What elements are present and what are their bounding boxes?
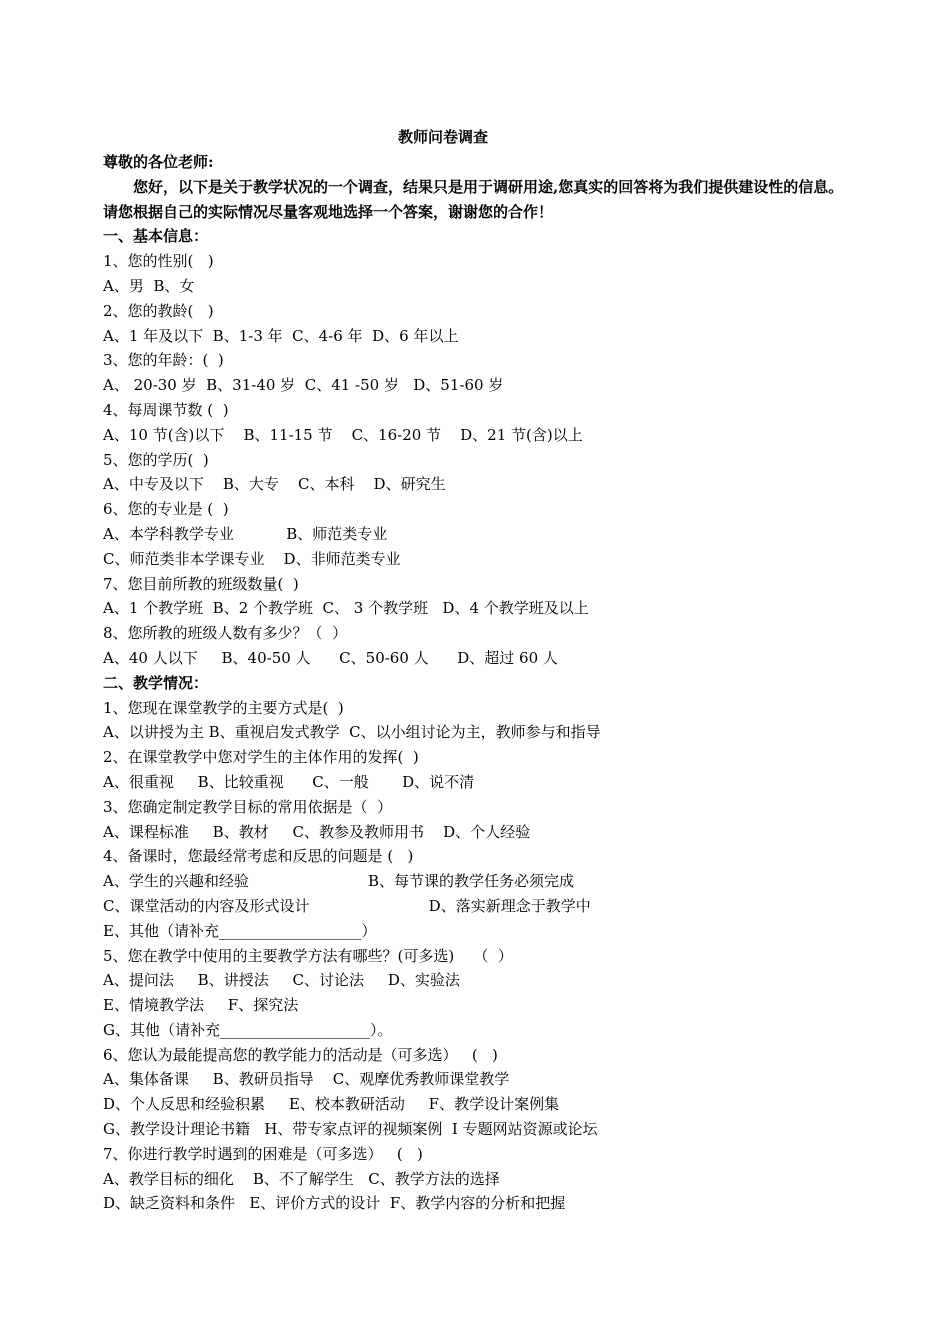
teaching-questions [103, 696, 863, 1217]
option-line: A、本学科教学专业 B、师范类专业 [103, 524, 388, 543]
question-line: 6、您认为最能提高您的教学能力的活动是（可多选） ( ) [103, 1045, 498, 1064]
option-line: A、学生的兴趣和经验 B、每节课的教学任务必须完成 [103, 872, 575, 891]
option-line: C、师范类非本学课专业 D、非师范类专业 [103, 549, 401, 568]
option-line: A、以讲授为主 B、重视启发式教学 C、以小组讨论为主，教师参与和指导 [103, 723, 601, 742]
question-line: 4、每周课节数 ( ) [103, 400, 229, 419]
question-line: 5、您的学历( ) [103, 450, 209, 469]
basic-info-questions [103, 249, 863, 671]
question-line: 8、您所教的班级人数有多少？（ ） [103, 624, 348, 643]
question-line: 7、你进行教学时遇到的困难是（可多选） ( ) [103, 1144, 423, 1163]
option-line: A、集体备课 B、教研员指导 C、观摩优秀教师课堂教学 [103, 1070, 510, 1089]
option-line: A、男 B、女 [103, 276, 195, 295]
option-line: A、教学目标的细化 B、不了解学生 C、教学方法的选择 [103, 1169, 500, 1188]
question-line: 1、您的性别( ) [103, 252, 214, 271]
option-line: A、提问法 B、讲授法 C、讨论法 D、实验法 [103, 971, 460, 990]
option-line: D、缺乏资料和条件 E、评价方式的设计 F、教学内容的分析和把握 [103, 1194, 566, 1213]
document-page [103, 124, 863, 1216]
question-line: 1、您现在课堂教学的主要方式是( ) [103, 698, 344, 717]
option-line: D、个人反思和经验积累 E、校本教研活动 F、教学设计案例集 [103, 1095, 560, 1114]
document-title: 教师问卷调查 [397, 128, 488, 146]
option-line: A、中专及以下 B、大专 C、本科 D、研究生 [103, 475, 446, 494]
section-heading-basic-info: 一、基本信息： [103, 227, 209, 246]
option-line: G、其他（请补充____________________）。 [103, 1020, 393, 1039]
intro-paragraph [103, 175, 853, 225]
option-line: A、1 个教学班 B、2 个教学班 C、 3 个教学班 D、4 个教学班及以上 [103, 599, 589, 618]
option-line: A、很重视 B、比较重视 C、一般 D、说不清 [103, 772, 475, 791]
question-line: 5、您在教学中使用的主要教学方法有哪些？(可多选) （ ） [103, 946, 513, 965]
section-heading-teaching: 二、教学情况： [103, 673, 209, 692]
option-line: E、其他（请补充___________________） [103, 921, 377, 940]
question-line: 6、您的专业是 ( ) [103, 500, 229, 519]
question-line: 7、您目前所教的班级数量( ) [103, 574, 299, 593]
option-line: E、情境教学法 F、探究法 [103, 996, 299, 1015]
question-line: 3、您的年龄：( ) [103, 351, 224, 370]
option-line: A、课程标准 B、教材 C、教参及教师用书 D、个人经验 [103, 822, 531, 841]
option-line: G、教学设计理论书籍 H、带专家点评的视频案例 I 专题网站资源或论坛 [103, 1120, 598, 1139]
option-line: A、1 年及以下 B、1-3 年 C、4-6 年 D、6 年以上 [103, 326, 459, 345]
option-line: C、课堂活动的内容及形式设计 D、落实新理念于教学中 [103, 896, 591, 915]
question-line: 3、您确定制定教学目标的常用依据是（ ） [103, 797, 393, 816]
greeting: 尊敬的各位老师: [103, 153, 214, 171]
option-line: A、10 节(含)以下 B、11-15 节 C、16-20 节 D、21 节(含)以上 [103, 425, 583, 444]
question-line: 2、在课堂教学中您对学生的主体作用的发挥( ) [103, 748, 419, 767]
option-line: A、 20-30 岁 B、31-40 岁 C、41 -50 岁 D、51-60 岁 [103, 376, 504, 395]
question-line: 2、您的教龄( ) [103, 301, 214, 320]
intro-text: 您好，以下是关于教学状况的一个调查，结果只是用于调研用途,您真实的回答将为我们提供建设性的信息。请您根据自己的实际情况尽量客观地选择一个答案，谢谢您的合作！ [103, 177, 844, 221]
option-line: A、40 人以下 B、40-50 人 C、50-60 人 D、超过 60 人 [103, 648, 558, 667]
question-line: 4、备课时，您最经常考虑和反思的问题是 ( ) [103, 847, 414, 866]
